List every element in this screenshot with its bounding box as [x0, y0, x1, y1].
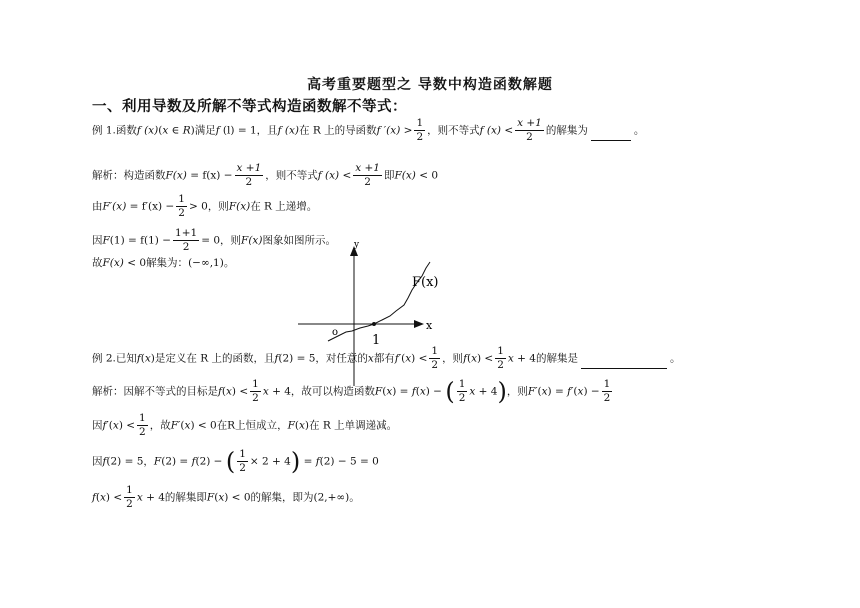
- text: 在 R 上单调递减。: [309, 419, 398, 432]
- text: ，且: [256, 124, 278, 137]
- fraction: [515, 117, 544, 144]
- text: 因: [92, 419, 103, 432]
- text: 因: [92, 234, 103, 247]
- text: 由: [92, 200, 103, 213]
- fraction: [353, 162, 382, 189]
- text: 解析：因解不等式的目标是: [92, 385, 218, 398]
- den: 2: [178, 207, 185, 219]
- text: ，对任意的: [315, 352, 368, 365]
- text: 都有: [373, 352, 395, 365]
- text: 。: [669, 352, 681, 365]
- text: 在R上恒成立，: [216, 419, 288, 432]
- text: 图象如图所示。: [262, 234, 336, 247]
- text: 是定义在 R 上的函数，且: [154, 352, 275, 365]
- num: 1+1: [175, 227, 198, 239]
- fraction: [176, 193, 187, 220]
- example-2: 例 2.已知f(x)是定义在 R 上的函数，且f(2) = 5，对任意的x都有f′(x) < $\frac{1}{2}$ ，则f(x) < $\frac{1}{2}$ x + 4的解集是 。: [92, 345, 681, 371]
- num: 1: [497, 345, 504, 357]
- solution-2-line-4: f(x) < $\frac{1}{2}$ x + 4的解集即F(x) < 0的解集，即为(2,+∞)。: [92, 484, 360, 510]
- text: ，则不等式: [427, 124, 480, 137]
- fraction: [237, 448, 248, 475]
- text: ，则: [442, 352, 464, 365]
- fraction: [235, 162, 264, 189]
- num: 1: [178, 193, 185, 205]
- solution-1-line-4: 故F(x) < 0解集为：(−∞,1)。: [92, 257, 235, 269]
- fraction: [457, 378, 468, 405]
- text: 的解集为: [545, 124, 588, 137]
- den: 2: [182, 241, 190, 253]
- y-axis-label: y: [354, 240, 360, 250]
- text: ，故: [149, 419, 171, 432]
- num: 1: [139, 412, 146, 424]
- den: 2: [252, 392, 259, 404]
- text: 解析：构造函数: [92, 169, 166, 182]
- den: 2: [497, 359, 504, 371]
- den: 2: [139, 426, 146, 438]
- text: 。: [223, 257, 235, 269]
- den: 2: [245, 176, 253, 188]
- section-heading: 一、利用导数及所解不等式构造函数解不等式：: [92, 99, 407, 115]
- text: ，则不等式: [265, 169, 318, 182]
- fraction: [173, 227, 199, 254]
- origin-label: o: [332, 327, 339, 338]
- interval: (2,+∞): [313, 491, 350, 504]
- text: ，则: [207, 200, 229, 213]
- fraction: [250, 378, 261, 405]
- example-2-label: 例 2.已知: [92, 352, 137, 365]
- text: 满足: [194, 124, 216, 137]
- x-axis-arrow: [414, 320, 424, 328]
- solution-2-line-3: 因f(2) = 5，F(2) = f(2) − ( $\frac{1}{2}$ × 2 + 4) = f(2) − 5 = 0: [92, 447, 379, 476]
- den: 2: [239, 462, 246, 474]
- page-title: 高考重要题型之 导数中构造函数解题: [307, 77, 553, 93]
- text: 故: [92, 257, 103, 269]
- den: 2: [458, 392, 466, 404]
- example-1-label: 例 1.函数: [92, 124, 137, 137]
- den: 2: [416, 131, 424, 143]
- den: 2: [431, 359, 439, 371]
- tick-label-1: 1: [372, 333, 381, 348]
- text: ，: [143, 455, 154, 468]
- num: x +1: [355, 162, 380, 174]
- text: ，故可以构造函数: [290, 385, 375, 398]
- solution-1-line-1: 解析：构造函数F(x) = f(x) − $\frac{x +1}{2}$ ，则不等式f (x) < $\frac{x +1}{2}$ 即F(x) < 0: [92, 162, 439, 188]
- num: 1: [239, 448, 246, 460]
- x-axis-label: x: [426, 319, 433, 332]
- fraction: [124, 484, 135, 511]
- num: 1: [252, 378, 259, 390]
- num: 1: [458, 378, 466, 390]
- text: ，则: [220, 234, 242, 247]
- num: 1: [126, 484, 133, 496]
- text: 即: [384, 169, 395, 182]
- fraction: [414, 117, 425, 144]
- num: 1: [431, 345, 439, 357]
- solution-1-line-2: 由F′(x) = f′(x) − $\frac{1}{2}$ > 0，则F(x)在 R 上递增。: [92, 193, 318, 219]
- fraction: [429, 345, 440, 372]
- text: 的解集，即为: [250, 491, 314, 504]
- text: 在 R 上的导函数: [298, 124, 377, 137]
- text: 在 R 上递增。: [250, 200, 318, 213]
- num: x +1: [517, 117, 542, 129]
- num: 1: [603, 378, 611, 390]
- function-curve: [328, 262, 430, 341]
- den: 2: [364, 176, 371, 188]
- interval: (−∞,1): [188, 257, 224, 269]
- solution-2-line-2: 因f′(x) < $\frac{1}{2}$ ，故F′(x) < 0在R上恒成立，F(x)在 R 上单调递减。: [92, 412, 398, 438]
- num: 1: [416, 117, 424, 129]
- text: 。: [633, 124, 645, 137]
- fraction: [602, 378, 613, 405]
- fraction: [495, 345, 506, 372]
- text: 解集为：: [146, 257, 189, 269]
- fraction: [137, 412, 148, 439]
- den: 2: [126, 498, 133, 510]
- answer-blank: [581, 368, 667, 369]
- solution-2-line-1: 解析：因解不等式的目标是f(x) < $\frac{1}{2}$ x + 4，故可以构造函数F(x) = f(x) − ( $\frac{1}{2}$ x + 4)，则F′(x) = f′(x) − $\frac{1}{2}$: [92, 377, 611, 406]
- text: 。: [349, 491, 360, 504]
- den: 2: [603, 392, 611, 404]
- answer-blank: [591, 140, 631, 141]
- curve-label: F(x): [412, 275, 439, 290]
- text: 的解集是: [535, 352, 578, 365]
- den: 2: [526, 131, 533, 143]
- text: 因: [92, 455, 103, 468]
- text: ，则: [506, 385, 528, 398]
- text: 的解集即: [164, 491, 207, 504]
- num: x +1: [236, 162, 262, 174]
- solution-1-line-3: 因F(1) = f(1) − $\frac{1+1}{2}$ = 0，则F(x)图象如图所示。: [92, 227, 336, 253]
- example-1: 例 1.函数f (x)(x ∈ R)满足f (l) = 1，且f (x)在 R 上的导函数f ′(x) > $\frac{1}{2}$ ，则不等式f (x) < $\frac{x +1}{2}$ 的解集为 。: [92, 117, 645, 143]
